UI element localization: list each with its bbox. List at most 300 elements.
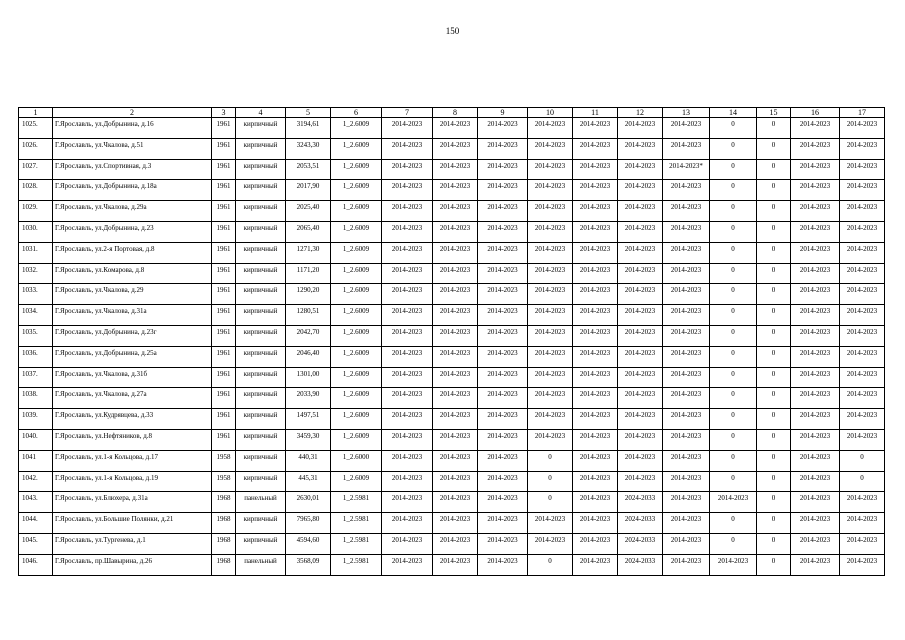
table-cell: 1_2.6009 [331, 138, 382, 159]
table-cell: 0 [710, 305, 757, 326]
table-cell: 2014-2023 [618, 263, 663, 284]
table-cell: 2014-2023 [573, 513, 618, 534]
table-cell: 2014-2023 [573, 242, 618, 263]
table-cell: 1_2.6009 [331, 367, 382, 388]
table-cell: 2014-2023 [791, 388, 840, 409]
table-cell: кирпичный [236, 409, 286, 430]
table-cell: 2014-2023 [478, 201, 528, 222]
table-cell: 1961 [212, 263, 236, 284]
table-cell: 0 [757, 450, 791, 471]
table-cell: 0 [757, 138, 791, 159]
table-cell: 2014-2023 [663, 180, 710, 201]
table-cell: панельный [236, 492, 286, 513]
address-cell: Г.Ярославль, ул.Тургенева, д.1 [53, 533, 212, 554]
table-cell: 0 [757, 367, 791, 388]
address-cell: Г.Ярославль, ул.Нефтяников, д.8 [53, 429, 212, 450]
table-cell: 0 [710, 284, 757, 305]
table-cell: 2014-2023 [618, 284, 663, 305]
table-cell: 3459,30 [286, 429, 331, 450]
table-cell: 1_2.6000 [331, 450, 382, 471]
table-cell: 2014-2023 [573, 367, 618, 388]
page-number: 150 [445, 26, 460, 36]
table-cell: 2014-2023 [663, 305, 710, 326]
table-cell: 2014-2023 [618, 201, 663, 222]
table-cell: кирпичный [236, 284, 286, 305]
table-cell: 2014-2023 [478, 513, 528, 534]
table-cell: 2014-2023 [710, 554, 757, 575]
row-number-cell: 1036. [19, 346, 53, 367]
table-cell: 2014-2023 [618, 242, 663, 263]
row-number-cell: 1046. [19, 554, 53, 575]
table-cell: 0 [710, 325, 757, 346]
table-cell: 2014-2023 [433, 305, 478, 326]
table-cell: 2014-2023 [382, 533, 433, 554]
table-cell: 2014-2023 [433, 492, 478, 513]
table-cell: 1961 [212, 159, 236, 180]
row-number-cell: 1031. [19, 242, 53, 263]
column-header: 9 [478, 108, 528, 118]
table-cell: 1_2.6009 [331, 201, 382, 222]
table-cell: 1968 [212, 492, 236, 513]
table-cell: 1961 [212, 201, 236, 222]
table-cell: 2014-2023 [573, 221, 618, 242]
table-cell: 2014-2023 [791, 450, 840, 471]
table-cell: 2014-2023 [478, 118, 528, 139]
table-cell: 2014-2023 [573, 180, 618, 201]
table-cell: 1_2.6009 [331, 409, 382, 430]
table-cell: 0 [710, 388, 757, 409]
table-cell: 0 [840, 471, 885, 492]
table-row [19, 138, 885, 159]
table-cell: панельный [236, 554, 286, 575]
table-cell: 0 [757, 388, 791, 409]
table-cell: 2014-2023 [618, 429, 663, 450]
table-cell: 1961 [212, 180, 236, 201]
table-cell: 2014-2023 [618, 159, 663, 180]
table-cell: 2014-2023 [478, 429, 528, 450]
table-cell: 2014-2023 [573, 533, 618, 554]
table-row [19, 429, 885, 450]
table-cell: 2014-2023 [433, 429, 478, 450]
table-row [19, 284, 885, 305]
table-cell: 2014-2023 [618, 180, 663, 201]
table-cell: 1958 [212, 471, 236, 492]
table-cell: кирпичный [236, 429, 286, 450]
table-cell: 2014-2023 [528, 346, 573, 367]
table-cell: 2014-2023 [433, 284, 478, 305]
table-cell: 2014-2023 [663, 492, 710, 513]
table-cell: 2014-2023 [382, 388, 433, 409]
table-cell: 2014-2023 [663, 450, 710, 471]
table-cell: 2014-2023 [840, 159, 885, 180]
row-number-cell: 1040. [19, 429, 53, 450]
table-cell: 0 [528, 471, 573, 492]
table-cell: 2014-2023 [433, 513, 478, 534]
table-cell: 2014-2023 [663, 284, 710, 305]
table-cell: 1_2.6009 [331, 263, 382, 284]
row-number-cell: 1044. [19, 513, 53, 534]
table-cell: 0 [710, 201, 757, 222]
row-number-cell: 1039. [19, 409, 53, 430]
table-cell: кирпичный [236, 450, 286, 471]
table-cell: 2014-2023 [573, 429, 618, 450]
table-cell: 2014-2023 [382, 138, 433, 159]
table-cell: 2014-2023 [528, 388, 573, 409]
column-header: 6 [331, 108, 382, 118]
table-cell: 2014-2023 [618, 346, 663, 367]
table-row [19, 263, 885, 284]
table-cell: 2014-2023 [528, 284, 573, 305]
table-cell: 2014-2023 [478, 242, 528, 263]
table-cell: 2014-2023 [663, 533, 710, 554]
table-cell: 2014-2023 [840, 388, 885, 409]
table-cell: 2014-2023 [382, 305, 433, 326]
table-cell: 1280,51 [286, 305, 331, 326]
table-cell: 2014-2023 [528, 138, 573, 159]
row-number-cell: 1029. [19, 201, 53, 222]
table-row [19, 533, 885, 554]
table-cell: 2014-2023 [382, 367, 433, 388]
table-cell: 2014-2023 [840, 533, 885, 554]
table-cell: 2014-2023 [840, 263, 885, 284]
table-cell: 1961 [212, 305, 236, 326]
table-cell: 2042,70 [286, 325, 331, 346]
row-number-cell: 1027. [19, 159, 53, 180]
table-cell: 2014-2023 [528, 180, 573, 201]
table-cell: 2014-2023 [478, 346, 528, 367]
table-cell: 2014-2023 [840, 242, 885, 263]
table-cell: 2014-2023* [663, 159, 710, 180]
table-cell: 2014-2023 [663, 554, 710, 575]
table-cell: 0 [710, 159, 757, 180]
table-cell: 2014-2023 [528, 409, 573, 430]
address-cell: Г.Ярославль, ул.Чкалова, д.31б [53, 367, 212, 388]
table-cell: 0 [710, 118, 757, 139]
table-cell: кирпичный [236, 367, 286, 388]
table-cell: 2014-2023 [478, 388, 528, 409]
table-row [19, 409, 885, 430]
table-cell: 2014-2023 [791, 492, 840, 513]
table-cell: 2014-2023 [528, 242, 573, 263]
table-row [19, 388, 885, 409]
table-cell: 2014-2023 [478, 367, 528, 388]
table-cell: 2014-2023 [433, 221, 478, 242]
address-cell: Г.Ярославль, ул.Комарова, д.8 [53, 263, 212, 284]
table-cell: 2014-2023 [573, 263, 618, 284]
table-cell: 2014-2023 [791, 513, 840, 534]
table-cell: 2014-2023 [791, 242, 840, 263]
column-header: 3 [212, 108, 236, 118]
table-cell: кирпичный [236, 325, 286, 346]
table-cell: 2014-2023 [840, 554, 885, 575]
row-number-cell: 1042. [19, 471, 53, 492]
table-cell: 2014-2023 [433, 533, 478, 554]
table-cell: 2014-2023 [618, 388, 663, 409]
table-cell: 2014-2023 [433, 409, 478, 430]
table-cell: 2014-2023 [528, 325, 573, 346]
table-cell: 1271,30 [286, 242, 331, 263]
row-number-cell: 1043. [19, 492, 53, 513]
table-cell: 2014-2023 [433, 118, 478, 139]
column-header: 14 [710, 108, 757, 118]
table-cell: 2014-2023 [840, 118, 885, 139]
table-cell: 2014-2023 [618, 409, 663, 430]
table-cell: 2014-2023 [663, 325, 710, 346]
table-cell: 1_2.6009 [331, 429, 382, 450]
table-cell: 2014-2023 [382, 325, 433, 346]
table-cell: 0 [840, 450, 885, 471]
table-cell: 2014-2023 [382, 201, 433, 222]
table-cell: 2014-2023 [433, 388, 478, 409]
table-cell: 0 [710, 450, 757, 471]
table-cell: 2014-2023 [840, 513, 885, 534]
address-cell: Г.Ярославль, ул.Чкалова, д.51 [53, 138, 212, 159]
table-cell: 1_2.6009 [331, 284, 382, 305]
column-header: 11 [573, 108, 618, 118]
table-cell: 2014-2023 [382, 263, 433, 284]
row-number-cell: 1025. [19, 118, 53, 139]
column-header: 8 [433, 108, 478, 118]
table-cell: 1968 [212, 533, 236, 554]
table-cell: 2014-2023 [840, 201, 885, 222]
table-cell: 2014-2023 [573, 118, 618, 139]
address-cell: Г.Ярославль, ул.Добрынина, д.25а [53, 346, 212, 367]
table-row [19, 450, 885, 471]
table-cell: 2014-2023 [791, 118, 840, 139]
table-cell: 1_2.5981 [331, 513, 382, 534]
row-number-cell: 1028. [19, 180, 53, 201]
address-cell: Г.Ярославль, ул.2-я Портовая, д.8 [53, 242, 212, 263]
table-cell: 440,31 [286, 450, 331, 471]
table-cell: 3243,30 [286, 138, 331, 159]
table-cell: 1961 [212, 325, 236, 346]
table-cell: 2025,40 [286, 201, 331, 222]
table-cell: 2014-2023 [840, 429, 885, 450]
table-cell: 2024-2033 [618, 554, 663, 575]
table-cell: кирпичный [236, 118, 286, 139]
address-cell: Г.Ярославль, ул.Кудрявцева, д.33 [53, 409, 212, 430]
table-cell: 2014-2023 [528, 221, 573, 242]
address-cell: Г.Ярославль, ул.Блюхера, д.31а [53, 492, 212, 513]
table-cell: 2014-2023 [573, 201, 618, 222]
table-cell: 1958 [212, 450, 236, 471]
table-cell: 0 [757, 284, 791, 305]
table-cell: 0 [710, 367, 757, 388]
table-cell: 2014-2023 [478, 450, 528, 471]
table-cell: 0 [710, 533, 757, 554]
table-cell: 0 [710, 263, 757, 284]
row-number-cell: 1035. [19, 325, 53, 346]
table-cell: 2014-2023 [840, 284, 885, 305]
table-cell: 3568,09 [286, 554, 331, 575]
table-cell: 2014-2023 [478, 263, 528, 284]
table-cell: 1_2.6009 [331, 242, 382, 263]
buildings-table [18, 107, 885, 576]
table-cell: 2014-2023 [478, 221, 528, 242]
table-cell: 2014-2023 [791, 180, 840, 201]
table-cell: 2065,40 [286, 221, 331, 242]
table-cell: 2017,90 [286, 180, 331, 201]
table-row [19, 471, 885, 492]
row-number-cell: 1026. [19, 138, 53, 159]
table-cell: 2014-2023 [663, 471, 710, 492]
table-cell: 2014-2023 [791, 305, 840, 326]
table-cell: 2014-2023 [791, 284, 840, 305]
table-cell: 2014-2023 [382, 450, 433, 471]
table-cell: 2014-2023 [573, 325, 618, 346]
table-cell: 0 [757, 325, 791, 346]
column-header: 15 [757, 108, 791, 118]
table-cell: 2024-2033 [618, 492, 663, 513]
table-cell: 0 [710, 346, 757, 367]
table-cell: 2014-2023 [840, 367, 885, 388]
table-cell: 1961 [212, 388, 236, 409]
table-body [19, 108, 885, 576]
table-cell: 0 [757, 180, 791, 201]
table-cell: 2024-2033 [618, 513, 663, 534]
table-cell: 0 [757, 554, 791, 575]
table-cell: 0 [757, 471, 791, 492]
row-number-cell: 1037. [19, 367, 53, 388]
address-cell: Г.Ярославль, ул.Добрынина, д.18а [53, 180, 212, 201]
table-cell: 2014-2023 [528, 429, 573, 450]
table-cell: 2053,51 [286, 159, 331, 180]
column-header: 5 [286, 108, 331, 118]
table-cell: 2014-2023 [478, 305, 528, 326]
column-header: 17 [840, 108, 885, 118]
table-cell: 2014-2023 [663, 201, 710, 222]
table-cell: кирпичный [236, 513, 286, 534]
table-row [19, 118, 885, 139]
table-cell: 2014-2023 [478, 409, 528, 430]
table-cell: 1_2.6009 [331, 325, 382, 346]
table-cell: 2014-2023 [791, 138, 840, 159]
table-cell: 0 [710, 242, 757, 263]
table-cell: кирпичный [236, 388, 286, 409]
table-cell: 1968 [212, 554, 236, 575]
table-cell: 1290,20 [286, 284, 331, 305]
table-cell: 2014-2023 [528, 513, 573, 534]
table-cell: 2014-2023 [791, 325, 840, 346]
table-cell: 2014-2023 [791, 346, 840, 367]
table-cell: 2014-2023 [573, 450, 618, 471]
table-cell: 1961 [212, 367, 236, 388]
table-cell: 2014-2023 [573, 284, 618, 305]
address-cell: Г.Ярославль, ул.Чкалова, д.27а [53, 388, 212, 409]
table-cell: 2014-2023 [382, 471, 433, 492]
table-cell: 2014-2023 [840, 325, 885, 346]
table-cell: кирпичный [236, 533, 286, 554]
table-cell: 2014-2023 [573, 346, 618, 367]
table-cell: 2014-2023 [840, 138, 885, 159]
table-cell: 2014-2023 [663, 409, 710, 430]
table-cell: 2014-2023 [528, 533, 573, 554]
table-row [19, 346, 885, 367]
table-cell: 2014-2023 [663, 513, 710, 534]
table-row [19, 242, 885, 263]
table-row [19, 492, 885, 513]
table-cell: 2014-2023 [528, 201, 573, 222]
table-cell: 2014-2023 [382, 492, 433, 513]
table-cell: 0 [757, 533, 791, 554]
table-cell: 1961 [212, 118, 236, 139]
table-cell: 0 [710, 513, 757, 534]
table-cell: 2014-2023 [573, 305, 618, 326]
column-header: 1 [19, 108, 53, 118]
table-cell: 2014-2023 [382, 554, 433, 575]
table-cell: 2014-2023 [382, 118, 433, 139]
table-cell: 0 [710, 180, 757, 201]
table-row [19, 325, 885, 346]
table-cell: 1_2.6009 [331, 346, 382, 367]
table-cell: кирпичный [236, 305, 286, 326]
table-cell: 2014-2023 [791, 554, 840, 575]
address-cell: Г.Ярославль, ул.Большие Полянки, д.21 [53, 513, 212, 534]
table-cell: 2014-2023 [618, 305, 663, 326]
table-cell: 445,31 [286, 471, 331, 492]
table-cell: 0 [757, 409, 791, 430]
row-number-cell: 1032. [19, 263, 53, 284]
table-cell: 2014-2023 [433, 367, 478, 388]
table-cell: 1961 [212, 242, 236, 263]
table-cell: кирпичный [236, 138, 286, 159]
table-cell: 2046,40 [286, 346, 331, 367]
table-cell: 2014-2023 [791, 471, 840, 492]
table-cell: 2014-2023 [573, 138, 618, 159]
row-number-cell: 1041 [19, 450, 53, 471]
table-cell: 2014-2023 [382, 159, 433, 180]
row-number-cell: 1033. [19, 284, 53, 305]
table-cell: 2024-2033 [618, 533, 663, 554]
table-cell: 2014-2023 [528, 367, 573, 388]
table-cell: 2014-2023 [573, 159, 618, 180]
table-cell: 2014-2023 [663, 388, 710, 409]
column-header: 13 [663, 108, 710, 118]
table-row [19, 221, 885, 242]
table-cell: 2014-2023 [478, 180, 528, 201]
table-cell: 2014-2023 [840, 409, 885, 430]
column-header: 2 [53, 108, 212, 118]
table-cell: 0 [528, 554, 573, 575]
table-cell: 0 [757, 159, 791, 180]
table-cell: 2014-2023 [478, 492, 528, 513]
table-cell: 1961 [212, 284, 236, 305]
table-cell: 1961 [212, 221, 236, 242]
table-cell: 1_2.6009 [331, 118, 382, 139]
table-row [19, 305, 885, 326]
table-cell: 2014-2023 [618, 325, 663, 346]
table-cell: 0 [710, 138, 757, 159]
table-cell: 2014-2023 [382, 221, 433, 242]
table-cell: 0 [710, 221, 757, 242]
table-cell: 2014-2023 [433, 180, 478, 201]
table-cell: 2014-2023 [433, 201, 478, 222]
table-cell: 1_2.5981 [331, 533, 382, 554]
table-cell: 0 [757, 263, 791, 284]
table-cell: 0 [710, 429, 757, 450]
table-row [19, 554, 885, 575]
table-cell: 2014-2023 [478, 138, 528, 159]
table-cell: 2014-2023 [382, 242, 433, 263]
table-cell: 2014-2023 [573, 554, 618, 575]
table-cell: 2014-2023 [663, 429, 710, 450]
table-cell: 2014-2023 [382, 180, 433, 201]
address-cell: Г.Ярославль, ул.Чкалова, д.31а [53, 305, 212, 326]
table-cell: 1_2.6009 [331, 159, 382, 180]
table-cell: 2014-2023 [433, 138, 478, 159]
table-cell: 7965,80 [286, 513, 331, 534]
table-cell: 2014-2023 [618, 471, 663, 492]
